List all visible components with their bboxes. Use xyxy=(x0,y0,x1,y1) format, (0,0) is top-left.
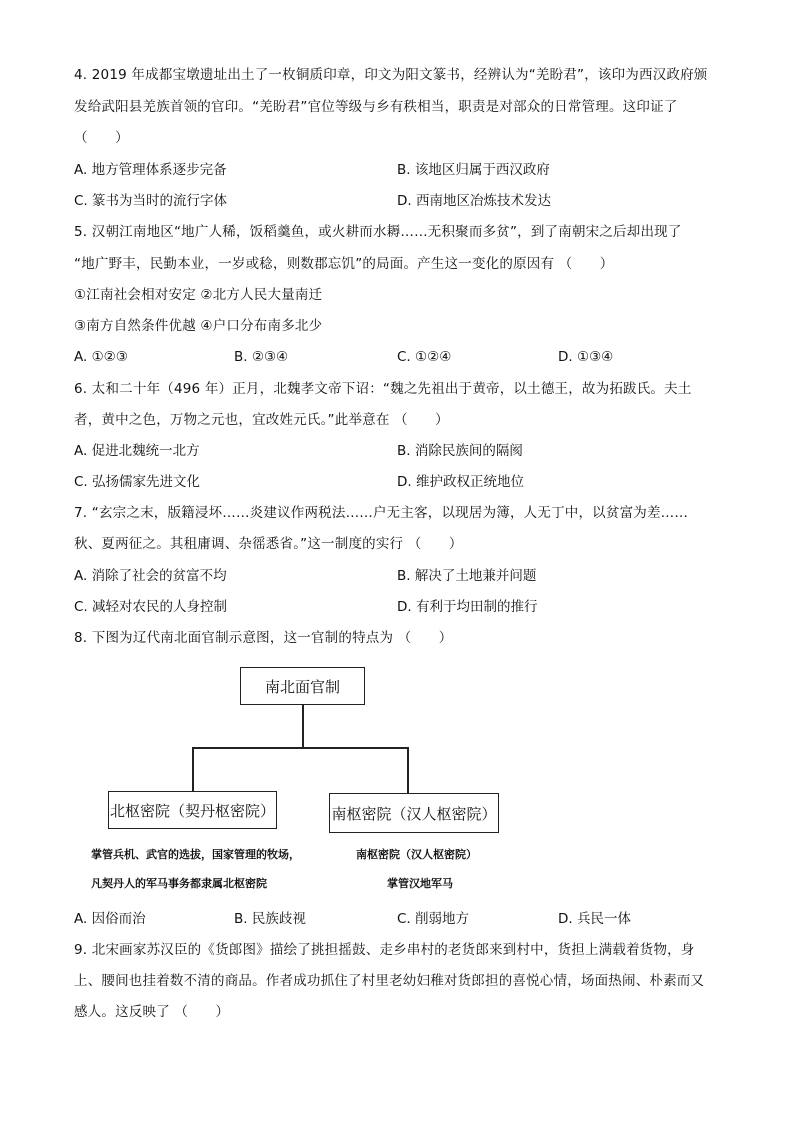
q7-stem-line2: 秋、夏两征之。其租庸调、杂徭悉省。”这一制度的实行 （ ） xyxy=(74,536,463,552)
diagram-connector-vertical-top xyxy=(302,705,304,748)
q4-stem-line2: 发给武阳县羌族首领的官印。“羌盼君”官位等级与乡有秩相当，职责是对部众的日常管理。这印证了 xyxy=(74,99,678,115)
q5-stem-line2: “地广野丰，民勤本业，一岁或稔，则数郡忘饥”的局面。产生这一变化的原因有 （ ） xyxy=(74,256,614,272)
q8-option-d: D. 兵民一体 xyxy=(558,911,631,927)
q8-option-b: B. 民族歧视 xyxy=(234,911,306,927)
diagram-caption-south-line2: 掌管汉地军马 xyxy=(387,877,453,890)
q6-option-a: A. 促进北魏统一北方 xyxy=(74,443,200,459)
q4-option-c: C. 篆书为当时的流行字体 xyxy=(74,193,228,209)
q5-option-a: A. ①②③ xyxy=(74,349,128,365)
q4-option-d: D. 西南地区冶炼技术发达 xyxy=(397,193,551,209)
q6-option-d: D. 维护政权正统地位 xyxy=(397,474,524,490)
q5-stem-line3: ①江南社会相对安定 ②北方人民大量南迁 xyxy=(74,287,323,303)
diagram-caption-north-line1: 掌管兵机、武官的选拔，国家管理的牧场， xyxy=(91,848,300,861)
q8-stem-line1: 8. 下图为辽代南北面官制示意图，这一官制的特点为 （ ） xyxy=(74,630,453,646)
q5-stem-line4: ③南方自然条件优越 ④户口分布南多北少 xyxy=(74,318,323,334)
q9-stem-line3: 感人。这反映了 （ ） xyxy=(74,1004,230,1020)
q9-stem-line2: 上、腰间也挂着数不清的商品。作者成功抓住了村里老幼妇稚对货郎担的喜悦心情，场面热闹、朴素而又 xyxy=(74,973,705,989)
diagram-connector-left xyxy=(192,747,194,791)
diagram-box-south: 南枢密院（汉人枢密院） xyxy=(329,793,499,833)
q4-stem-line1: 4. 2019 年成都宝墩遗址出土了一枚铜质印章，印文为阳文篆书，经辨认为“羌盼君”，该印为西汉政府颁 xyxy=(74,67,708,83)
q5-stem-line1: 5. 汉朝江南地区“地广人稀，饭稻羹鱼，或火耕而水耨……无积聚而多贫”，到了南朝宋之后却出现了 xyxy=(74,224,682,240)
q7-option-d: D. 有利于均田制的推行 xyxy=(397,599,538,615)
q7-option-a: A. 消除了社会的贫富不均 xyxy=(74,568,227,584)
diagram-connector-horizontal xyxy=(192,747,409,749)
q5-option-d: D. ①③④ xyxy=(558,349,614,365)
diagram-connector-right xyxy=(407,747,409,793)
q4-stem-line3: （ ） xyxy=(74,130,129,146)
q6-stem-line2: 者，黄中之色，万物之元也，宜改姓元氏。”此举意在 （ ） xyxy=(74,412,449,428)
q8-option-c: C. 削弱地方 xyxy=(397,911,470,927)
q8-option-a: A. 因俗而治 xyxy=(74,911,146,927)
q4-option-b: B. 该地区归属于西汉政府 xyxy=(397,162,550,178)
q6-option-c: C. 弘扬儒家先进文化 xyxy=(74,474,201,490)
q6-stem-line1: 6. 太和二十年（496 年）正月，北魏孝文帝下诏：“魏之先祖出于黄帝，以土德王，故为拓跋氏。夫土 xyxy=(74,381,692,397)
q6-option-b: B. 消除民族间的隔阂 xyxy=(397,443,523,459)
q7-option-c: C. 减轻对农民的人身控制 xyxy=(74,599,228,615)
q9-stem-line1: 9. 北宋画家苏汉臣的《货郎图》描绘了挑担摇鼓、走乡串村的老货郎来到村中，货担上满载着货物，身 xyxy=(74,942,695,958)
q5-option-c: C. ①②④ xyxy=(397,349,452,365)
q7-stem-line1: 7. “玄宗之末，版籍浸坏……炎建议作两税法……户无主客，以现居为簿，人无丁中，以贫富为差…… xyxy=(74,505,689,521)
diagram-box-north: 北枢密院（契丹枢密院） xyxy=(108,791,277,829)
diagram-caption-south-line1: 南枢密院（汉人枢密院） xyxy=(356,848,477,861)
diagram-caption-north-line2: 凡契丹人的军马事务都隶属北枢密院 xyxy=(91,877,267,890)
q7-option-b: B. 解决了土地兼并问题 xyxy=(397,568,537,584)
q4-option-a: A. 地方管理体系逐步完备 xyxy=(74,162,227,178)
diagram-box-top: 南北面官制 xyxy=(240,667,365,705)
q5-option-b: B. ②③④ xyxy=(234,349,289,365)
